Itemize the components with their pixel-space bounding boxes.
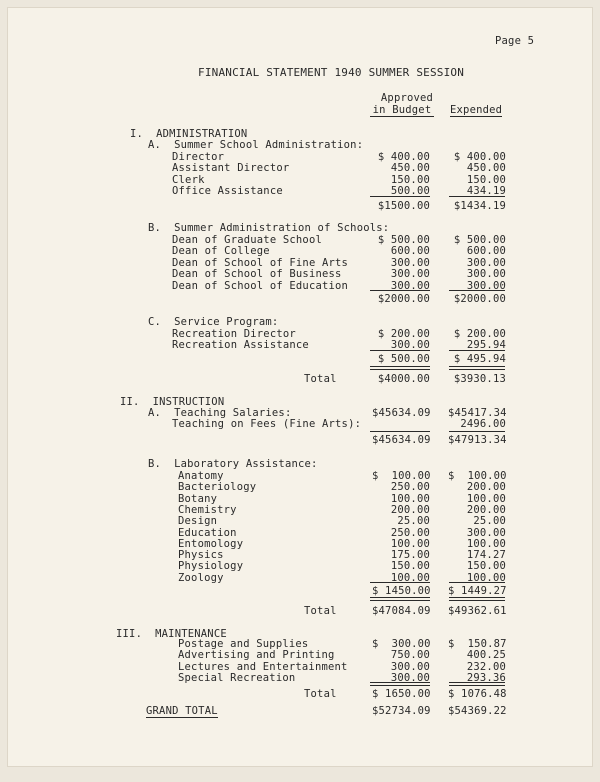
line-item-expended: 174.27 — [466, 549, 506, 562]
subtotal-budget: $ 500.00 — [377, 353, 430, 365]
subtotal-expended: $ 495.94 — [453, 353, 506, 365]
teaching-salaries-expended: $45417.34 — [448, 407, 507, 419]
subtotal-budget: $2000.00 — [377, 293, 430, 305]
expended-header: Expended — [450, 104, 503, 116]
line-item-budget: 300.00 — [390, 339, 430, 352]
double-rule — [370, 682, 430, 686]
line-item-budget: 300.00 — [390, 672, 430, 685]
teaching-fees-label: Teaching on Fees (Fine Arts): — [172, 418, 362, 430]
line-item-expended: 300.00 — [466, 279, 506, 292]
line-item-expended: 450.00 — [466, 162, 506, 175]
line-item-expended: 300.00 — [466, 268, 506, 281]
line-item-budget: 500.00 — [390, 185, 430, 198]
double-rule — [449, 366, 505, 370]
total-label: Total — [304, 605, 337, 617]
line-item-budget: 100.00 — [390, 571, 430, 584]
line-item-name: Lectures and Entertainment — [178, 660, 348, 673]
line-item-name: Zoology — [178, 571, 224, 584]
line-item-expended: 100.00 — [466, 492, 506, 505]
subsection-label: C. Service Program: — [148, 316, 279, 328]
rule — [370, 350, 430, 351]
line-item-budget: 250.00 — [390, 526, 430, 539]
subsection-label: B. Summer Administration of Schools: — [148, 222, 390, 234]
line-item-expended: $ 200.00 — [453, 328, 506, 340]
line-item-budget: 300.00 — [390, 268, 430, 281]
rule — [449, 350, 505, 351]
line-item-expended: $ 150.87 — [448, 638, 507, 650]
line-item-expended: 295.94 — [466, 339, 506, 352]
page-number: Page 5 — [495, 35, 535, 47]
document-page — [8, 8, 592, 766]
grand-total-budget: $52734.09 — [372, 705, 431, 717]
subtotal-expended: $1434.19 — [453, 200, 506, 212]
line-item-name: Dean of School of Fine Arts — [172, 256, 349, 269]
rule — [449, 431, 505, 432]
line-item-expended: 400.25 — [466, 649, 506, 662]
line-item-expended: 300.00 — [466, 526, 506, 539]
line-item-budget: 200.00 — [390, 503, 430, 516]
subtotal-expended: $47913.34 — [448, 434, 507, 446]
double-rule — [370, 366, 430, 370]
line-item-name: Advertising and Printing — [178, 649, 335, 662]
rule — [370, 431, 430, 432]
line-item-budget: 100.00 — [390, 492, 430, 505]
line-item-budget: 150.00 — [390, 560, 430, 573]
line-item-expended: $ 400.00 — [453, 151, 506, 163]
line-item-expended: 200.00 — [466, 503, 506, 516]
line-item-budget: $ 500.00 — [377, 234, 430, 246]
line-item-expended: 232.00 — [466, 660, 506, 673]
subsection-label: B. Laboratory Assistance: — [148, 458, 318, 470]
line-item-name: Recreation Director — [172, 328, 296, 340]
line-item-budget: 300.00 — [390, 256, 430, 269]
total-budget: $ 1650.00 — [372, 688, 431, 700]
line-item-budget: 300.00 — [390, 279, 430, 292]
line-item-name: Botany — [178, 492, 218, 505]
line-item-budget: 150.00 — [390, 173, 430, 186]
subtotal-expended: $ 1449.27 — [448, 585, 507, 597]
line-item-expended: $ 500.00 — [453, 234, 506, 246]
subsection-label: A. Teaching Salaries: — [148, 407, 292, 419]
total-expended: $49362.61 — [448, 605, 507, 617]
line-item-expended: 293.36 — [466, 672, 506, 685]
total-label: Total — [304, 373, 337, 385]
total-budget: $47084.09 — [372, 605, 431, 617]
line-item-budget: 450.00 — [390, 162, 430, 175]
rule — [370, 290, 430, 291]
line-item-name: Office Assistance — [172, 185, 283, 198]
budget-header-line2: in Budget — [370, 104, 434, 117]
line-item-name: Dean of Graduate School — [172, 234, 322, 246]
rule — [370, 196, 430, 197]
rule — [370, 582, 430, 583]
line-item-budget: 250.00 — [390, 481, 430, 494]
total-expended: $3930.13 — [453, 373, 506, 385]
teaching-salaries-budget: $45634.09 — [372, 407, 431, 419]
section-heading-instruction: II. INSTRUCTION — [120, 396, 225, 408]
line-item-name: Special Recreation — [178, 672, 296, 685]
line-item-budget: $ 200.00 — [377, 328, 430, 340]
subtotal-budget: $ 1450.00 — [372, 585, 431, 597]
line-item-budget: $ 400.00 — [377, 151, 430, 163]
line-item-name: Entomology — [178, 537, 244, 550]
total-expended: $ 1076.48 — [448, 688, 507, 700]
line-item-budget: $ 100.00 — [372, 470, 431, 482]
rule — [449, 582, 505, 583]
rule — [449, 196, 505, 197]
line-item-name: Clerk — [172, 173, 205, 186]
rule — [449, 290, 505, 291]
line-item-budget: 25.00 — [397, 515, 430, 528]
budget-header-line1: Approved — [380, 92, 434, 104]
grand-total-expended: $54369.22 — [448, 705, 507, 717]
double-rule — [449, 597, 505, 601]
line-item-name: Dean of College — [172, 245, 270, 258]
double-rule — [449, 682, 505, 686]
line-item-name: Postage and Supplies — [178, 638, 309, 650]
line-item-name: Recreation Assistance — [172, 339, 309, 352]
double-rule — [370, 597, 430, 601]
line-item-name: Dean of School of Education — [172, 279, 349, 292]
section-heading-maintenance: III. MAINTENANCE — [116, 628, 227, 640]
subtotal-expended: $2000.00 — [453, 293, 506, 305]
line-item-expended: 434.19 — [466, 185, 506, 198]
line-item-name: Physiology — [178, 560, 244, 573]
line-item-expended: 100.00 — [466, 571, 506, 584]
line-item-name: Bacteriology — [178, 481, 257, 494]
page-title: FINANCIAL STATEMENT 1940 SUMMER SESSION — [198, 66, 465, 79]
line-item-name: Education — [178, 526, 237, 539]
section-heading-administration: I. ADMINISTRATION — [130, 128, 248, 140]
line-item-expended: 25.00 — [473, 515, 506, 528]
grand-total-label: GRAND TOTAL — [146, 705, 218, 717]
total-label: Total — [304, 688, 337, 700]
line-item-name: Dean of School of Business — [172, 268, 342, 281]
line-item-expended: $ 100.00 — [448, 470, 507, 482]
line-item-budget: 750.00 — [390, 649, 430, 662]
line-item-expended: 100.00 — [466, 537, 506, 550]
line-item-name: Director — [172, 151, 225, 163]
teaching-fees-expended: 2496.00 — [460, 418, 506, 430]
line-item-budget: $ 300.00 — [372, 638, 431, 650]
line-item-expended: 150.00 — [466, 173, 506, 186]
line-item-expended: 600.00 — [466, 245, 506, 258]
line-item-budget: 600.00 — [390, 245, 430, 258]
line-item-name: Chemistry — [178, 503, 237, 516]
subtotal-budget: $1500.00 — [377, 200, 430, 212]
line-item-name: Physics — [178, 549, 224, 562]
total-budget: $4000.00 — [377, 373, 430, 385]
line-item-expended: 200.00 — [466, 481, 506, 494]
subsection-label: A. Summer School Administration: — [148, 139, 364, 151]
line-item-expended: 150.00 — [466, 560, 506, 573]
subtotal-budget: $45634.09 — [372, 434, 431, 446]
line-item-expended: 300.00 — [466, 256, 506, 269]
line-item-name: Anatomy — [178, 470, 224, 482]
line-item-budget: 300.00 — [390, 660, 430, 673]
line-item-budget: 100.00 — [390, 537, 430, 550]
line-item-name: Assistant Director — [172, 162, 290, 175]
line-item-name: Design — [178, 515, 218, 528]
line-item-budget: 175.00 — [390, 549, 430, 562]
